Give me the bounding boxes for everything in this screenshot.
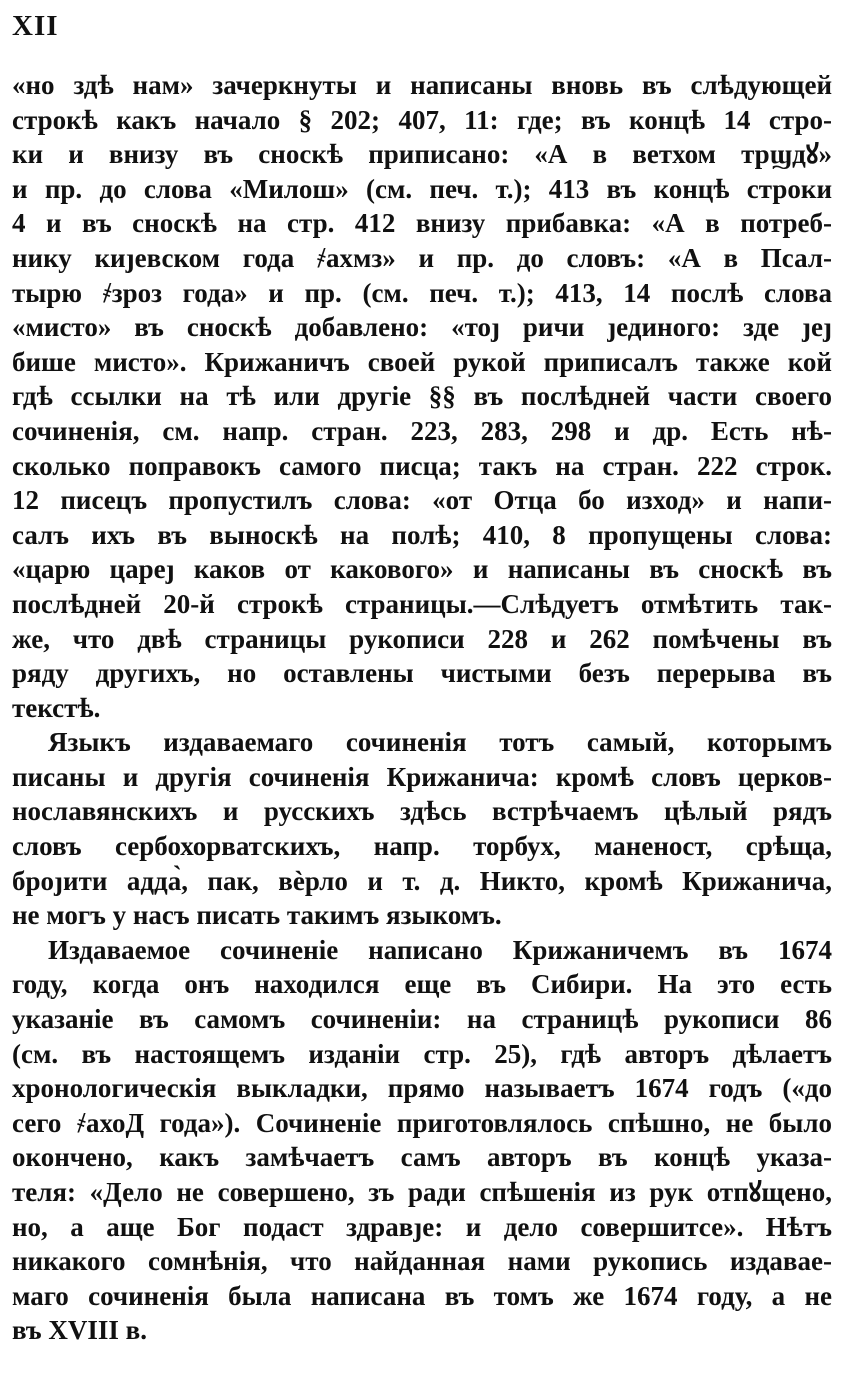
text-line: нику киȷевском года ҂ахмз» и пр. до словъ: «А в Псал- (12, 242, 832, 273)
text-line: гдѣ ссылки на тѣ или другіе §§ въ послѣдней части своего (12, 381, 832, 412)
text-line: никакого сомнѣнія, что найданная нами рукопись издавае- (12, 1246, 832, 1277)
text-line: маго сочиненія была написана въ томъ же 1674 году, а не (12, 1280, 832, 1311)
text-line: ряду другихъ, но оставлены чистыми безъ перерыва въ (12, 658, 832, 689)
document-page (12, 6, 832, 1390)
paragraph-1 (12, 68, 832, 725)
text-line: Языкъ издаваемаго сочиненія тотъ самый, которымъ (48, 727, 832, 758)
text-line: текстѣ. (12, 692, 101, 723)
text-line: сочиненія, см. напр. стран. 223, 283, 298 и др. Есть нѣ- (12, 415, 832, 446)
text-line: не могъ у насъ писать такимъ языкомъ. (12, 900, 502, 931)
page-number: XII (12, 10, 59, 42)
text-line: указаніе въ самомъ сочиненіи: на страницѣ рукописи 86 (12, 1004, 832, 1035)
text-line: сего ҂ахоД года»). Сочиненіе приготовлялось спѣшно, не было (12, 1107, 832, 1138)
text-line: Издаваемое сочиненіе написано Крижаничемъ въ 1674 (48, 934, 832, 965)
text-line: строкѣ какъ начало § 202; 407, 11: где; въ концѣ 14 стро- (12, 104, 832, 135)
text-line: году, когда онъ находился еще въ Сибири. На это есть (12, 969, 832, 1000)
text-line: въ XVIII в. (12, 1315, 147, 1346)
paragraph-3 (12, 933, 832, 1348)
text-line: теля: «Дело не совершено, зъ ради спѣшенія из рук отпꙋщено, (12, 1177, 832, 1207)
text-line: тырю ҂зроз года» и пр. (см. печ. т.); 413, 14 послѣ слова (12, 277, 832, 308)
text-line: «но здѣ нам» зачеркнуты и написаны вновь въ слѣдующей (12, 70, 832, 100)
text-line: окончено, какъ замѣчаетъ самъ авторъ въ концѣ указа- (12, 1142, 832, 1173)
text-line: (см. въ настоящемъ изданіи стр. 25), гдѣ авторъ дѣлаетъ (12, 1038, 832, 1069)
text-line: ки и внизу въ сноскѣ приписано: «А в ветхом трϣдꙋ» (12, 139, 832, 170)
text-line: «царю цареȷ каков от каковoго» и написаны въ сноскѣ въ (12, 554, 832, 585)
text-line: хронологическія выкладки, прямо называетъ 1674 годъ («до (12, 1073, 832, 1104)
paragraph-2 (12, 725, 832, 933)
text-line: нославянскихъ и русскихъ здѣсь встрѣчаемъ цѣлый рядъ (12, 796, 832, 827)
text-line: «мисто» въ сноскѣ добавлено: «тоȷ ричи ȷединого: зде ȷеȷ (12, 312, 832, 343)
text-line: 4 и въ сноскѣ на стр. 412 внизу прибавка: «А в потреб- (12, 208, 832, 239)
text-line: сколько поправокъ самого писца; такъ на стран. 222 строк. (12, 450, 832, 481)
text-line: и пр. до слова «Милош» (см. печ. т.); 413 въ концѣ строки (12, 173, 832, 204)
text-line: 12 писецъ пропустилъ слова: «от Отца бо изход» и напи- (12, 485, 832, 516)
text-line: салъ ихъ въ выноскѣ на полѣ; 410, 8 пропущены слова: (12, 519, 832, 550)
text-line: бише мисто». Крижаничъ своей рукой приписалъ также кой (12, 346, 832, 377)
text-line: писаны и другія сочиненія Крижанича: кромѣ словъ церков- (12, 761, 832, 792)
text-line: но, а аще Бог подаст здравȷе: и дело совершитсе». Нѣтъ (12, 1211, 832, 1242)
text-line: послѣдней 20-й строкѣ страницы.—Слѣдуетъ отмѣтить так- (12, 588, 832, 619)
text-line: словъ сербохорватскихъ, напр. торбух, маненост, срѣща, (12, 831, 832, 862)
text-line: броȷити адда̀, пак, вѐрло и т. д. Никто, кромѣ Крижанича, (12, 865, 832, 896)
text-line: же, что двѣ страницы рукописи 228 и 262 помѣчены въ (12, 623, 832, 654)
